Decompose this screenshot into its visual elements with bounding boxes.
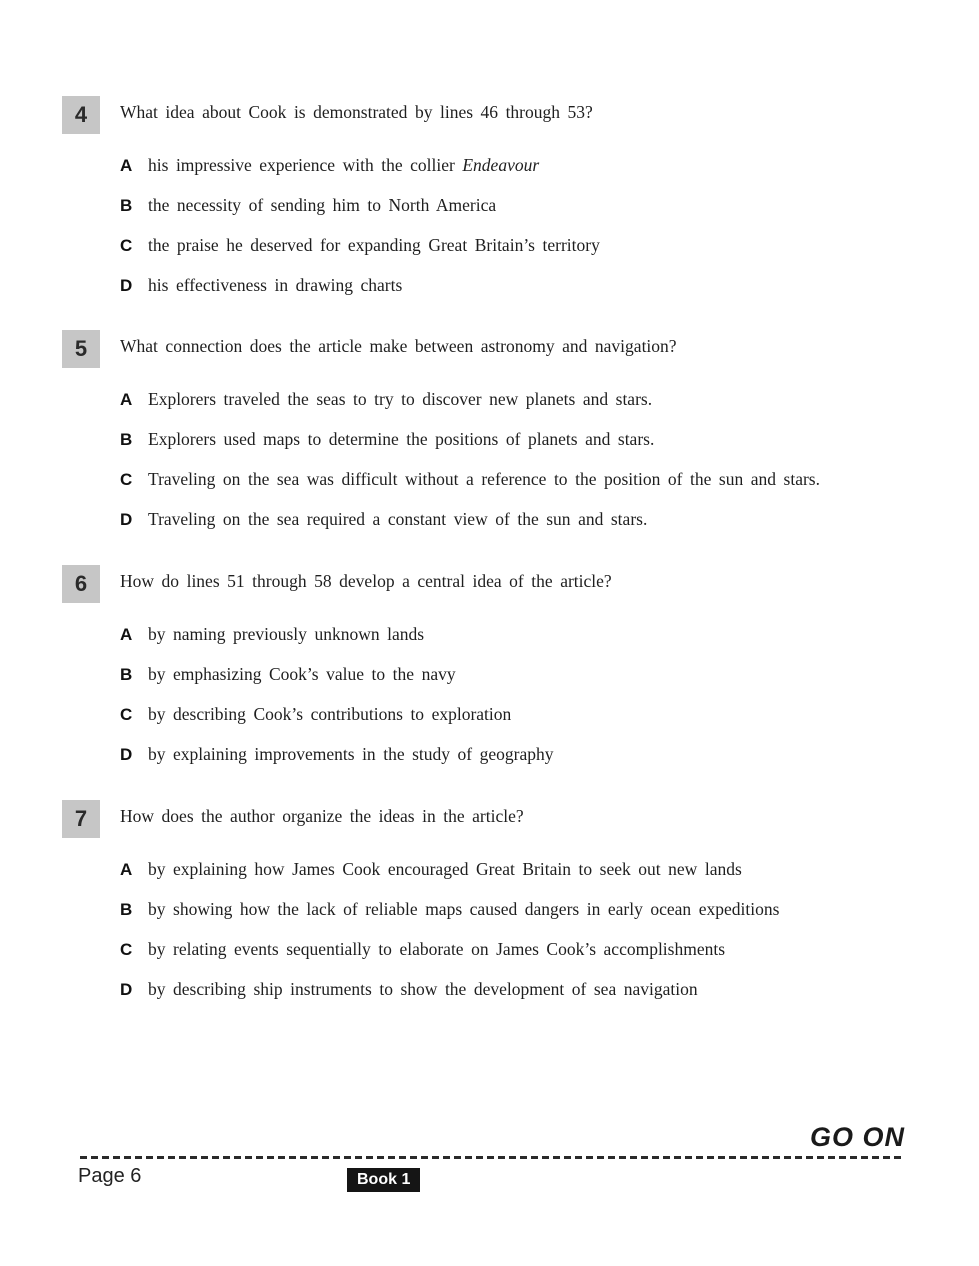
answer-option xyxy=(120,467,942,492)
page-number-label: Page 6 xyxy=(78,1165,142,1187)
option-letter: A xyxy=(120,390,133,409)
option-letter: C xyxy=(120,470,133,489)
question-number-box xyxy=(62,330,100,368)
options-list xyxy=(120,153,942,298)
question-number-box xyxy=(62,96,100,134)
option-text: by explaining improvements in the study of geography xyxy=(148,744,554,764)
option-text: his effectiveness in drawing charts xyxy=(148,275,403,295)
question-number: 7 xyxy=(74,806,88,831)
options-list xyxy=(120,622,942,767)
option-text: by naming previously unknown lands xyxy=(148,624,425,644)
option-letter: D xyxy=(120,510,133,529)
options-list xyxy=(120,857,942,1002)
page-divider-dashed-line xyxy=(80,1156,905,1159)
question-body xyxy=(120,800,942,1002)
option-letter: B xyxy=(120,665,133,684)
question-text: What idea about Cook is demonstrated by lines 46 through 53? xyxy=(120,102,593,122)
question-number-box xyxy=(62,565,100,603)
option-letter: B xyxy=(120,900,133,919)
option-letter: C xyxy=(120,940,133,959)
option-text: Explorers traveled the seas to try to discover new planets and stars. xyxy=(148,389,653,409)
option-text: by relating events sequentially to elaborate on James Cook’s accomplishments xyxy=(148,939,726,959)
option-text: the praise he deserved for expanding Great Britain’s territory xyxy=(148,235,600,255)
book-badge: Book 1 xyxy=(347,1168,420,1192)
answer-option xyxy=(120,507,942,532)
question-number: 5 xyxy=(74,336,88,361)
answer-option xyxy=(120,427,942,452)
question-block xyxy=(62,330,942,532)
option-text: Explorers used maps to determine the positions of planets and stars. xyxy=(148,429,655,449)
option-letter: C xyxy=(120,236,133,255)
answer-option xyxy=(120,937,942,962)
options-list xyxy=(120,387,942,532)
question-number-box xyxy=(62,800,100,838)
answer-option xyxy=(120,857,942,882)
answer-option xyxy=(120,622,942,647)
option-letter: D xyxy=(120,276,133,295)
option-text: by explaining how James Cook encouraged Great Britain to seek out new lands xyxy=(148,859,742,879)
option-text: the necessity of sending him to North America xyxy=(148,195,497,215)
option-text: by describing Cook’s contributions to exploration xyxy=(148,704,512,724)
answer-option xyxy=(120,977,942,1002)
option-text: Traveling on the sea was difficult without a reference to the position of the sun and stars. xyxy=(148,469,820,489)
question-block xyxy=(62,96,942,298)
option-text-italic: Endeavour xyxy=(462,155,540,175)
question-block xyxy=(62,800,942,1002)
question-text: How do lines 51 through 58 develop a central idea of the article? xyxy=(120,571,612,591)
option-text: by describing ship instruments to show the development of sea navigation xyxy=(148,979,698,999)
option-letter: D xyxy=(120,980,133,999)
answer-option xyxy=(120,702,942,727)
answer-option xyxy=(120,662,942,687)
option-letter: A xyxy=(120,625,133,644)
answer-option xyxy=(120,897,942,922)
question-block xyxy=(62,565,942,767)
option-letter: B xyxy=(120,430,133,449)
option-letter: B xyxy=(120,196,133,215)
answer-option xyxy=(120,742,942,767)
go-on-label: GO ON xyxy=(809,1122,905,1152)
answer-option xyxy=(120,153,942,178)
answer-option xyxy=(120,387,942,412)
question-body xyxy=(120,565,942,767)
question-body xyxy=(120,330,942,532)
option-letter: A xyxy=(120,860,133,879)
question-number: 6 xyxy=(74,571,88,596)
answer-option xyxy=(120,273,942,298)
question-text: What connection does the article make between astronomy and navigation? xyxy=(120,336,677,356)
option-text: his impressive experience with the collier xyxy=(148,155,463,175)
question-body xyxy=(120,96,942,298)
option-letter: D xyxy=(120,745,133,764)
option-text: Traveling on the sea required a constant view of the sun and stars. xyxy=(148,509,648,529)
option-text: by showing how the lack of reliable maps caused dangers in early ocean expeditions xyxy=(148,899,780,919)
answer-option xyxy=(120,233,942,258)
question-number: 4 xyxy=(74,102,88,127)
option-letter: A xyxy=(120,156,133,175)
option-letter: C xyxy=(120,705,133,724)
answer-option xyxy=(120,193,942,218)
question-text: How does the author organize the ideas in the article? xyxy=(120,806,524,826)
option-text: by emphasizing Cook’s value to the navy xyxy=(148,664,456,684)
